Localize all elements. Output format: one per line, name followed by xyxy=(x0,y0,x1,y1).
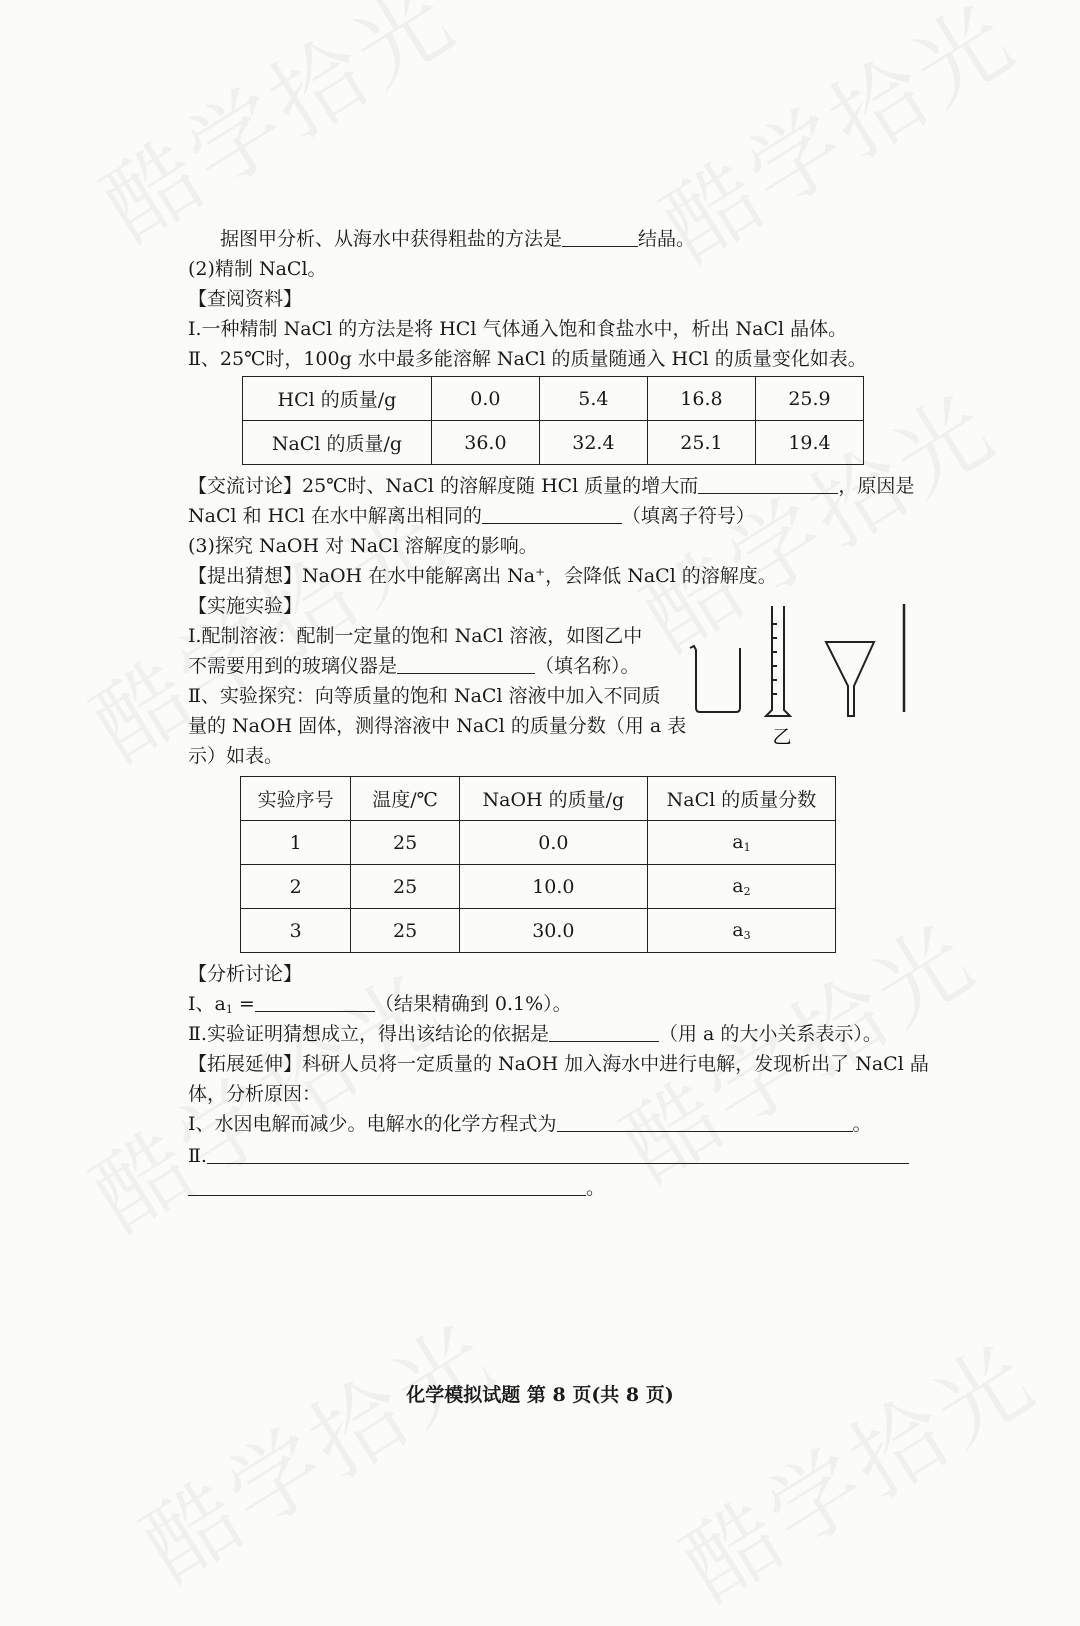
line-analysis-1: Ⅰ、$a_1$ = （结果精确到 0.1%）。 xyxy=(188,993,572,1016)
line-exp-2: 量的 NaOH 固体，测得溶液中 NaCl 的质量分数（用 a 表 xyxy=(188,715,687,737)
table-header-cell: 温度/℃ xyxy=(351,777,459,821)
answer-blank[interactable] xyxy=(698,473,838,494)
table-cell: 25 xyxy=(351,865,459,909)
line-extension-5: 。 xyxy=(188,1173,605,1203)
line-method: 据图甲分析、从海水中获得粗盐的方法是 结晶。 xyxy=(220,228,696,250)
line-hypothesis: 【提出猜想】NaOH 在水中能解离出 Na⁺，会降低 NaCl 的溶解度。 xyxy=(188,565,777,587)
answer-blank[interactable] xyxy=(557,1111,853,1132)
line-info-2: Ⅱ、25℃时，100g 水中最多能溶解 NaCl 的质量随通入 HCl 的质量变化如表。 xyxy=(188,348,867,370)
table-header-cell: 实验序号 xyxy=(241,777,351,821)
line-info-1: Ⅰ.一种精制 NaCl 的方法是将 HCl 气体通入饱和食盐水中，析出 NaCl 晶体。 xyxy=(188,318,848,340)
answer-blank[interactable] xyxy=(255,991,375,1012)
line-part2: (2)精制 NaCl。 xyxy=(188,258,327,280)
answer-blank[interactable] xyxy=(397,653,535,674)
table-cell: 0.0 xyxy=(459,821,647,865)
table-row xyxy=(243,421,864,465)
naoh-experiment-table xyxy=(240,776,836,953)
line-extension-2: 体，分析原因： xyxy=(188,1083,322,1105)
table-header-cell: NaCl 的质量分数 xyxy=(647,777,835,821)
table-cell: 30.0 xyxy=(459,909,647,953)
line-extension-3: Ⅰ、水因电解而减少。电解水的化学方程式为 。 xyxy=(188,1113,872,1135)
table-row xyxy=(241,865,836,909)
watermark xyxy=(635,0,1037,286)
glassware-figure xyxy=(686,600,916,750)
section-heading: 【分析讨论】 xyxy=(188,963,303,985)
line-extension-4: Ⅱ. xyxy=(188,1141,909,1171)
answer-blank[interactable] xyxy=(562,226,638,247)
table-cell: NaCl 的质量/g xyxy=(243,421,432,465)
table-cell: 25 xyxy=(351,909,459,953)
line-ions: NaCl 和 HCl 在水中解离出相同的 （填离子符号） xyxy=(188,505,755,527)
answer-blank[interactable] xyxy=(482,503,622,524)
table-row xyxy=(243,377,864,421)
line-prep-1: Ⅰ.配制溶液：配制一定量的饱和 NaCl 溶液，如图乙中 xyxy=(188,625,643,647)
line-extension-1: 【拓展延伸】科研人员将一定质量的 NaOH 加入海水中进行电解，发现析出了 NaCl 晶 xyxy=(188,1053,929,1075)
table-cell: 3 xyxy=(241,909,351,953)
watermark xyxy=(115,1286,517,1606)
table-cell: $a_1$ xyxy=(647,821,835,865)
line-prep-2: 不需要用到的玻璃仪器是 （填名称）。 xyxy=(188,655,640,677)
table-cell: 2 xyxy=(241,865,351,909)
section-heading: 【实施实验】 xyxy=(188,595,303,617)
line-part3: (3)探究 NaOH 对 NaCl 溶解度的影响。 xyxy=(188,535,538,557)
funnel-icon xyxy=(826,642,874,716)
page-footer: 化学模拟试题 第 8 页(共 8 页) xyxy=(406,1384,674,1406)
table-header-cell: NaOH 的质量/g xyxy=(459,777,647,821)
table-cell: 0.0 xyxy=(431,377,539,421)
beaker-icon xyxy=(690,646,740,712)
table-cell: 36.0 xyxy=(431,421,539,465)
section-heading: 【查阅资料】 xyxy=(188,288,303,310)
table-cell: $a_3$ xyxy=(647,909,835,953)
figure-label: 乙 xyxy=(772,726,792,748)
answer-blank[interactable] xyxy=(188,1175,586,1196)
line-analysis-2: Ⅱ.实验证明猜想成立，得出该结论的依据是 （用 a 的大小关系表示）。 xyxy=(188,1023,882,1045)
line-exp-1: Ⅱ、实验探究：向等质量的饱和 NaCl 溶液中加入不同质 xyxy=(188,685,661,707)
table-cell: $a_2$ xyxy=(647,865,835,909)
table-cell: 5.4 xyxy=(539,377,647,421)
line-discussion: 【交流讨论】25℃时、NaCl 的溶解度随 HCl 质量的增大而 ，原因是 xyxy=(188,475,915,497)
graduated-cylinder-icon xyxy=(766,606,790,716)
table-cell: HCl 的质量/g xyxy=(243,377,432,421)
table-row xyxy=(241,909,836,953)
table-cell: 25.9 xyxy=(755,377,863,421)
table-cell: 25.1 xyxy=(647,421,755,465)
table-cell: 1 xyxy=(241,821,351,865)
answer-blank[interactable] xyxy=(549,1021,659,1042)
hcl-nacl-table xyxy=(242,376,864,465)
table-row xyxy=(241,821,836,865)
answer-blank[interactable] xyxy=(207,1143,909,1164)
watermark xyxy=(655,1306,1057,1626)
table-cell: 25 xyxy=(351,821,459,865)
table-cell: 19.4 xyxy=(755,421,863,465)
table-cell: 16.8 xyxy=(647,377,755,421)
table-cell: 32.4 xyxy=(539,421,647,465)
table-cell: 10.0 xyxy=(459,865,647,909)
line-exp-3: 示）如表。 xyxy=(188,745,284,767)
table-header-row xyxy=(241,777,836,821)
